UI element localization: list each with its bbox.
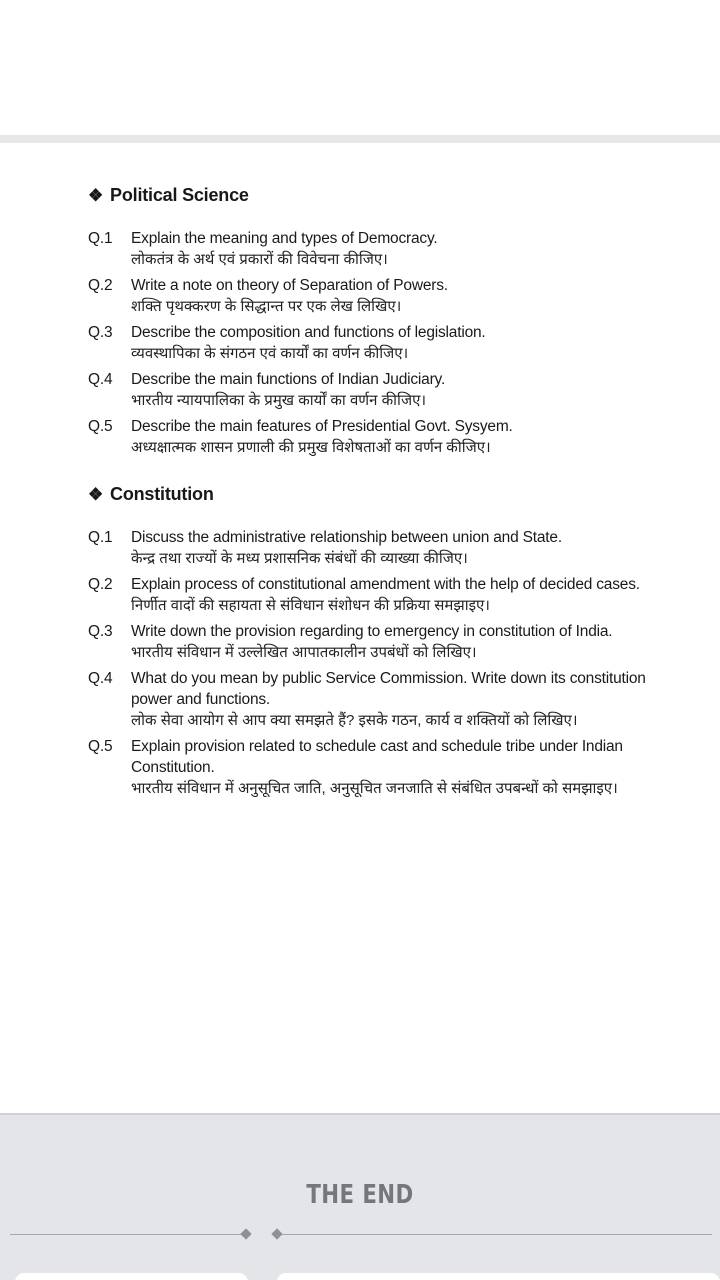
question-row xyxy=(88,574,690,615)
question-text-hindi: शक्ति पृथक्करण के सिद्धान्त पर एक लेख लिखिए। xyxy=(131,298,402,315)
end-footer xyxy=(0,1115,720,1280)
question-row xyxy=(88,736,690,798)
question-text-hindi: अध्यक्षात्मक शासन प्रणाली की प्रमुख विशेषताओं का वर्णन कीजिए। xyxy=(131,439,491,456)
diamond-icon xyxy=(240,1228,251,1239)
the-end-label: THE END xyxy=(306,1180,414,1210)
question-text-english: Explain the meaning and types of Democracy. xyxy=(131,230,438,247)
question-text-english: What do you mean by public Service Commission. Write down its constitution power and functions. xyxy=(131,670,646,708)
question-row xyxy=(88,527,690,568)
question-number: Q.5 xyxy=(88,738,113,755)
question-text-english: Write down the provision regarding to emergency in constitution of India. xyxy=(131,623,613,640)
diamond-icon xyxy=(271,1228,282,1239)
question-number: Q.2 xyxy=(88,576,113,593)
question-text-english: Explain process of constitutional amendment with the help of decided cases. xyxy=(131,576,640,593)
question-text-hindi: व्यवस्थापिका के संगठन एवं कार्यों का वर्णन कीजिए। xyxy=(131,345,409,362)
section-bullet-icon: ❖ xyxy=(88,485,104,504)
question-number: Q.1 xyxy=(88,230,113,247)
question-text-english: Discuss the administrative relationship between union and State. xyxy=(131,529,562,546)
section-heading-constitution xyxy=(88,484,690,505)
question-text-hindi: लोक सेवा आयोग से आप क्या समझते हैं? इसके गठन, कार्य व शक्तियों को लिखिए। xyxy=(131,712,578,729)
question-text-english: Describe the main functions of Indian Judiciary. xyxy=(131,371,446,388)
question-row xyxy=(88,322,690,363)
page-thumbnail-card[interactable] xyxy=(277,1273,720,1280)
end-divider-line-right xyxy=(282,1234,712,1235)
question-number: Q.2 xyxy=(88,277,113,294)
section-bullet-icon: ❖ xyxy=(88,186,104,205)
question-text-hindi: केन्द्र तथा राज्यों के मध्य प्रशासनिक संबंधों की व्याख्या कीजिए। xyxy=(131,550,468,567)
question-number: Q.4 xyxy=(88,670,113,687)
question-text-english: Explain provision related to schedule cast and schedule tribe under Indian Constitution. xyxy=(131,738,623,776)
question-text-hindi: लोकतंत्र के अर्थ एवं प्रकारों की विवेचना कीजिए। xyxy=(131,251,388,268)
question-number: Q.3 xyxy=(88,324,113,341)
question-text-hindi: भारतीय न्यायपालिका के प्रमुख कार्यों का वर्णन कीजिए। xyxy=(131,392,427,409)
section-title: Constitution xyxy=(110,484,214,504)
question-number: Q.3 xyxy=(88,623,113,640)
question-text-hindi: निर्णीत वादों की सहायता से संविधान संशोधन की प्रक्रिया समझाइए। xyxy=(131,597,490,614)
section-title: Political Science xyxy=(110,185,249,205)
question-text-english: Write a note on theory of Separation of Powers. xyxy=(131,277,448,294)
question-text-english: Describe the main features of Presidential Govt. Sysyem. xyxy=(131,418,513,435)
question-text-hindi: भारतीय संविधान में उल्लेखित आपातकालीन उपबंधों को लिखिए। xyxy=(131,644,477,661)
question-row xyxy=(88,369,690,410)
question-number: Q.4 xyxy=(88,371,113,388)
question-number: Q.5 xyxy=(88,418,113,435)
question-row xyxy=(88,228,690,269)
question-text-hindi: भारतीय संविधान में अनुसूचित जाति, अनुसूचित जनजाति से संबंधित उपबन्धों को समझाइए। xyxy=(131,780,618,797)
section-heading-political-science xyxy=(88,185,690,206)
document-page xyxy=(88,143,690,804)
question-row xyxy=(88,621,690,662)
question-text-english: Describe the composition and functions of legislation. xyxy=(131,324,486,341)
question-row xyxy=(88,668,690,730)
question-number: Q.1 xyxy=(88,529,113,546)
end-divider-line-left xyxy=(10,1234,241,1235)
question-row xyxy=(88,416,690,457)
question-row xyxy=(88,275,690,316)
page-separator xyxy=(0,135,720,143)
page-thumbnail-card[interactable] xyxy=(15,1273,248,1280)
